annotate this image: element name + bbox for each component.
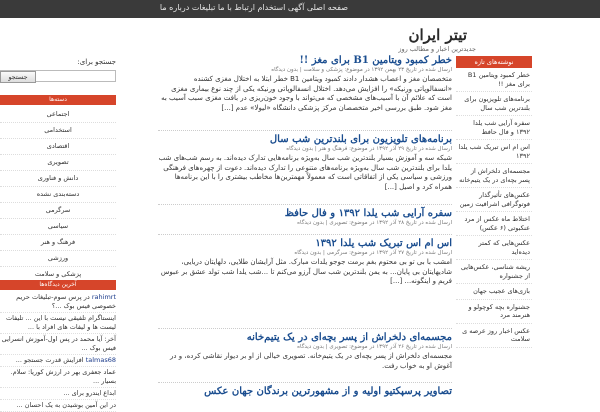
comment-item [0,367,116,388]
recent-post-link[interactable]: اس ام اس تبریک شب یلدا ۱۳۹۲ [456,140,532,164]
post-title[interactable]: سفره آرایی شب یلدا ۱۳۹۲ و فال حافظ [284,208,452,219]
recent-post-link[interactable]: جشنواره بچه کوچولو و هنرمند مرد [456,300,532,324]
post-title[interactable]: برنامه‌های تلویزیون برای بلندترین شب سال [269,134,452,145]
recent-comments-heading: آخرین دیدگاه‌ها [0,280,116,290]
category-item[interactable]: سرگرمی [0,203,116,219]
recent-post-link[interactable]: اختلاط ماه عکس از مرد عنکبوتی (۶ عکس) [456,212,532,236]
post-divider [158,328,452,329]
recent-comments-list [0,292,116,412]
recent-post-link[interactable]: سفره آرایی شب یلدا ۱۳۹۲ و فال حافظ [456,116,532,140]
recent-post-link[interactable]: خطر کمبود ویتامین B1 برای مغز !! [456,68,532,92]
category-item[interactable]: اقتصادی [0,139,116,155]
category-item[interactable]: دانش و فناوری [0,171,116,187]
comment-item [0,388,116,400]
category-item[interactable]: سیاسی [0,219,116,235]
comment-text[interactable]: در پرس سوم-تبلیغات حریم خصوصی فیس بوک ...؟ [16,293,116,310]
recent-posts-list [456,68,532,348]
search-button[interactable]: جستجو [0,71,36,83]
post-excerpt: امشب با بی تو بی محتوم بغم برمت جوجو یلدات مبارک. مثل آرایشان طلایی، دلهایتان دریایی، شادیهایتان بی پایان... به یمن بلندترین شب سال آرزو می‌کنم تا ...شب یلدا شب تولد عشق بر عبوس فریم و اینگونه... [...] [160,258,452,285]
post [158,208,452,226]
post-title[interactable]: اس ام اس تبریک شب یلدا ۱۳۹۲ [315,238,452,249]
comment-item [0,313,116,334]
top-bar [0,0,600,18]
categories-list [0,107,116,283]
post-meta: ارسال شده در تاریخ ۲۷ آذر ۱۳۹۲ در موضوع: سرگرمی | بدون دیدگاه [294,250,452,256]
main-content [158,52,452,400]
post-meta: ارسال شده در تاریخ ۲۸ آذر ۱۳۹۲ در موضوع: تصویری | بدون دیدگاه [297,220,452,226]
recent-post-link[interactable]: بازی‌های عجیب جهان [456,284,532,300]
post [158,238,452,287]
top-nav-links[interactable]: صفحه اصلی آگهی استخدام ارتباط با ما تبلیغات درباره ما [159,3,348,12]
post [158,386,452,397]
recent-post-link[interactable]: برنامه‌های تلویزیون برای بلندترین شب سال [456,92,532,116]
post-title[interactable]: خطر کمبود ویتامین B1 برای مغز !! [299,55,452,66]
post-divider [158,234,452,235]
post [158,55,452,113]
category-item[interactable]: اجتماعی [0,107,116,123]
post-title[interactable]: مجسمه‌ای دلخراش از پسر بچه‌ای در یک یتیم‌خانه [246,332,452,343]
post-excerpt: شبکه سه و آموزش بسیار بلندترین شب سال به‌ویژه برنامه‌هایی تدارک دیده‌اند. به رسم شب‌های شب یلدا برای بلندترین شب سال به‌ویژه برنامه‌های متنوعی را تدارک دیده‌اند. دعوت از چهره‌های فرهنگی ورزشی و سیاسی یکی از اتفاقاتی است که معمولاً مهمترین‌ها مخاطب بیشتری را با این برنامه‌ها همراه کرد و اصیل [...] [158,154,452,191]
search-label: جستجو برای: [77,58,116,66]
category-item[interactable]: تصویری [0,155,116,171]
categories-heading: دسته‌ها [0,95,116,105]
post-divider [158,382,452,383]
post-excerpt: مجسمه‌ای دلخراش از پسر بچه‌ای در یک یتیم‌خانه. تصویری خیالی از او بر دیوار نقاشی کرده، و در آغوش او به خواب رفت. [169,352,452,370]
right-sidebar [456,56,532,400]
post-title[interactable]: تصاویر پرسپکتیو اولیه و از مشهورترین برندگان جهان عکس [204,386,452,397]
post-meta: ارسال شده در تاریخ ۲۶ آذر ۱۳۹۲ در موضوع: تصویری | بدون دیدگاه [297,344,452,350]
site-tagline: جدیدترین اخبار و مطالب روز [398,45,476,53]
comment-text[interactable]: آخر: آیا محمد در پس اول-آموزش انسرایی فیس بوک ... [1,335,116,352]
comment-item [0,292,116,313]
comment-item [0,334,116,355]
comment-text[interactable]: ابداع ایندرو برای ... [63,389,116,397]
comment-text[interactable]: افزایش قدرت جستجو ... [15,356,84,364]
site-title[interactable]: تیتر ایران [408,26,467,44]
comment-item [0,355,116,367]
comment-text[interactable]: عماد جعفری بهر در ارزش کوریا: سلام. بسیار ... [10,368,116,385]
post-meta: ارسال شده در تاریخ ۲۹ آذر ۱۳۹۲ در موضوع: فرهنگ و هنر | بدون دیدگاه [286,146,452,152]
category-item[interactable]: دسته‌بندی نشده [0,187,116,203]
comment-text[interactable]: در این آمین بوشیدن به یک احسان ... [16,401,116,409]
recent-post-link[interactable]: عکس‌هایی که کمتر دیده‌اید [456,236,532,260]
comment-item [0,400,116,412]
category-item[interactable]: استخدامی [0,123,116,139]
recent-posts-heading: نوشته‌های تازه [456,56,532,68]
post-divider [158,204,452,205]
recent-post-link[interactable]: مجسمه‌ای دلخراش از پسر بچه‌ای در یک یتیم‌خانه [456,164,532,188]
category-item[interactable]: فرهنگ و هنر [0,235,116,251]
recent-post-link[interactable]: عکس‌های تأثیرگذار فوتوگرافی اشرافیت زمین [456,188,532,212]
comment-author[interactable]: talmas68 [85,356,116,364]
post-meta: ارسال شده در تاریخ ۲۳ بهمن ۱۳۹۲ در موضوع: پزشکی و سلامت | بدون دیدگاه [271,67,452,73]
comment-text[interactable]: اینستاگرام تلفیقی نیست با این ... تلیفات لیست ها و لیفات های افراد با ... [6,314,116,331]
recent-post-link[interactable]: ریشه شناسی، عکس‌هایی از جشنواره [456,260,532,284]
post [158,332,452,371]
category-item[interactable]: پزشکی و سلامت [0,267,116,283]
post [158,134,452,192]
comment-author[interactable]: rahimrt [91,293,116,301]
post-divider [158,130,452,131]
category-item[interactable]: ورزشی [0,251,116,267]
recent-post-link[interactable]: عکس اخبار روز عرصه ی سلامت [456,324,532,348]
post-excerpt: متخصصان مغز و اعصاب هشدار دادند کمبود ویتامین B1 خطر ابتلا به اختلال مغزی کشنده «انسفالوپاتی ورنیکه» را افزایش می‌دهد. اختلال انسفالوپاتی ورنیکه یکی از چند نوع بیماری مغزی است که علائم آن با آسیب‌های مشخصی که می‌تواند با وجود خون‌ریزی در بافت مغزی سبب آسیب به مغز شود. طبق بررسی اخیر متخصصان مرکز پزشکی دانشگاه «لیولا» عدم [...] [161,75,452,112]
left-widget-column [0,58,116,409]
